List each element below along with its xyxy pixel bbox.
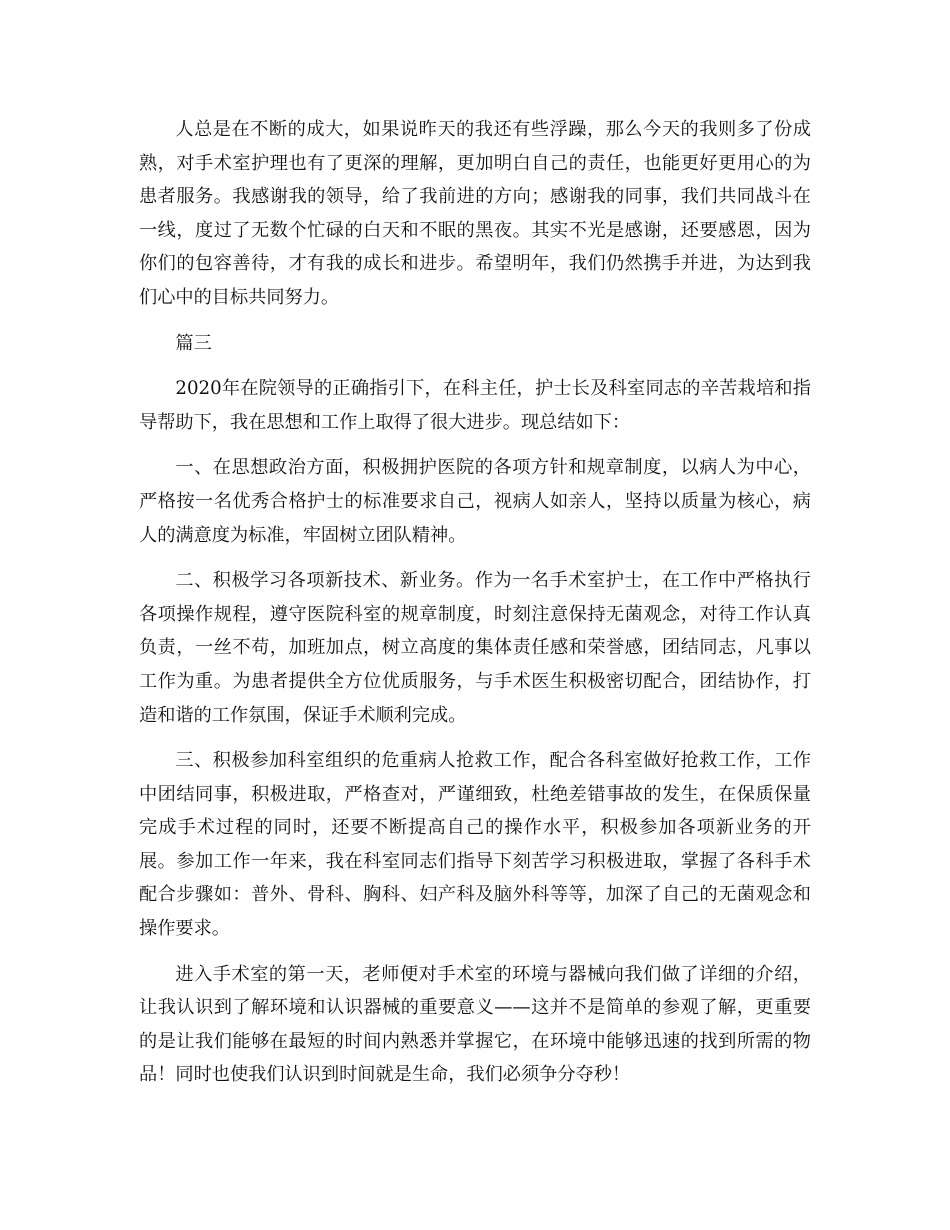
paragraph-point-one: 一、在思想政治方面，积极拥护医院的各项方针和规章制度，以病人为中心，严格按一名优秀合格护士的标准要求自己，视病人如亲人，坚持以质量为核心，病人的满意度为标准，牢固树立团队精神。 xyxy=(139,457,811,546)
paragraph-intro: 2020年在院领导的正确指引下，在科主任，护士长及科室同志的辛苦栽培和指导帮助下，我在思想和工作上取得了很大进步。现总结如下： xyxy=(139,378,811,433)
section-heading-part-three: 篇三 xyxy=(175,332,212,354)
paragraph-first-day: 进入手术室的第一天，老师便对手术室的环境与器械向我们做了详细的介绍，让我认识到了解环境和认识器械的重要意义——这并不是简单的参观了解，更重要的是让我们能够在最短的时间内熟悉并掌握它，在环境中能够迅速的找到所需的物品！同时也使我们认识到时间就是生命，我们必须争分夺秒！ xyxy=(139,963,811,1086)
paragraph-reflection: 人总是在不断的成大，如果说昨天的我还有些浮躁，那么今天的我则多了份成熟，对手术室护理也有了更深的理解，更加明白自己的责任，也能更好更用心的为患者服务。我感谢我的领导，给了我前进的方向；感谢我的同事，我们共同战斗在一线，度过了无数个忙碌的白天和不眠的黑夜。其实不光是感谢，还要感恩，因为你们的包容善待，才有我的成长和进步。希望明年，我们仍然携手并进，为达到我们心中的目标共同努力。 xyxy=(139,119,811,308)
paragraph-point-two: 二、积极学习各项新技术、新业务。作为一名手术室护士，在工作中严格执行各项操作规程，遵守医院科室的规章制度，时刻注意保持无菌观念，对待工作认真负责，一丝不苟，加班加点，树立高度的集体责任感和荣誉感，团结同志，凡事以工作为重。为患者提供全方位优质服务，与手术医生积极密切配合，团结协作，打造和谐的工作氛围，保证手术顺利完成。 xyxy=(139,570,811,726)
document-body xyxy=(139,113,811,1092)
paragraph-point-three: 三、积极参加科室组织的危重病人抢救工作，配合各科室做好抢救工作，工作中团结同事，积极进取，严格查对，严谨细致，杜绝差错事故的发生，在保质保量完成手术过程的同时，还要不断提高自己的操作水平，积极参加各项新业务的开展。参加工作一年来，我在科室同志们指导下刻苦学习积极进取，掌握了各科手术配合步骤如：普外、骨科、胸科、妇产科及脑外科等等，加深了自己的无菌观念和操作要求。 xyxy=(139,750,811,940)
